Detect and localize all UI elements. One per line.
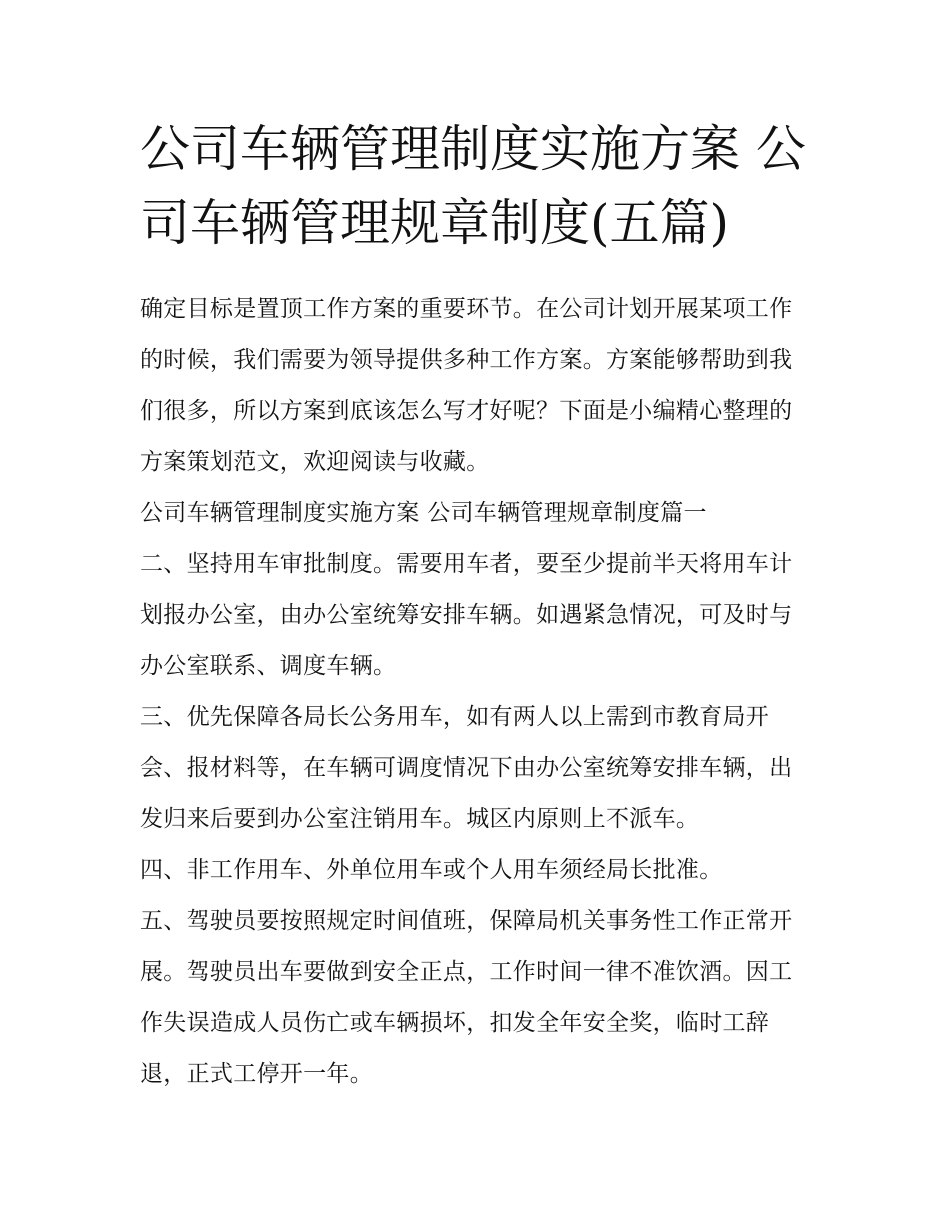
paragraph-intro: 确定目标是置顶工作方案的重要环节。在公司计划开展某项工作的时候，我们需要为领导提供多种工作方案。方案能够帮助到我们很多，所以方案到底该怎么写才好呢？下面是小编精心整理的方案策划范文，欢迎阅读与收藏。 <box>140 296 793 475</box>
paragraph-item-4: 四、非工作用车、外单位用车或个人用车须经局长批准。 <box>140 857 723 883</box>
document-body <box>140 284 812 1100</box>
document-title: 公司车辆管理制度实施方案 公司车辆管理规章制度(五篇) <box>140 120 806 252</box>
paragraph-section-heading: 公司车辆管理制度实施方案 公司车辆管理规章制度篇一 <box>140 500 707 526</box>
document-page <box>140 112 812 1100</box>
paragraph-item-3: 三、优先保障各局长公务用车，如有两人以上需到市教育局开会、报材料等，在车辆可调度情况下由办公室统筹安排车辆，出发归来后要到办公室注销用车。城区内原则上不派车。 <box>140 704 793 832</box>
paragraph-item-5: 五、驾驶员要按照规定时间值班，保障局机关事务性工作正常开展。驾驶员出车要做到安全正点，工作时间一律不准饮酒。因工作失误造成人员伤亡或车辆损坏，扣发全年安全奖，临时工辞退，正式工停开一年。 <box>140 908 793 1087</box>
paragraph-item-2: 二、坚持用车审批制度。需要用车者，要至少提前半天将用车计划报办公室，由办公室统筹安排车辆。如遇紧急情况，可及时与办公室联系、调度车辆。 <box>140 551 793 679</box>
